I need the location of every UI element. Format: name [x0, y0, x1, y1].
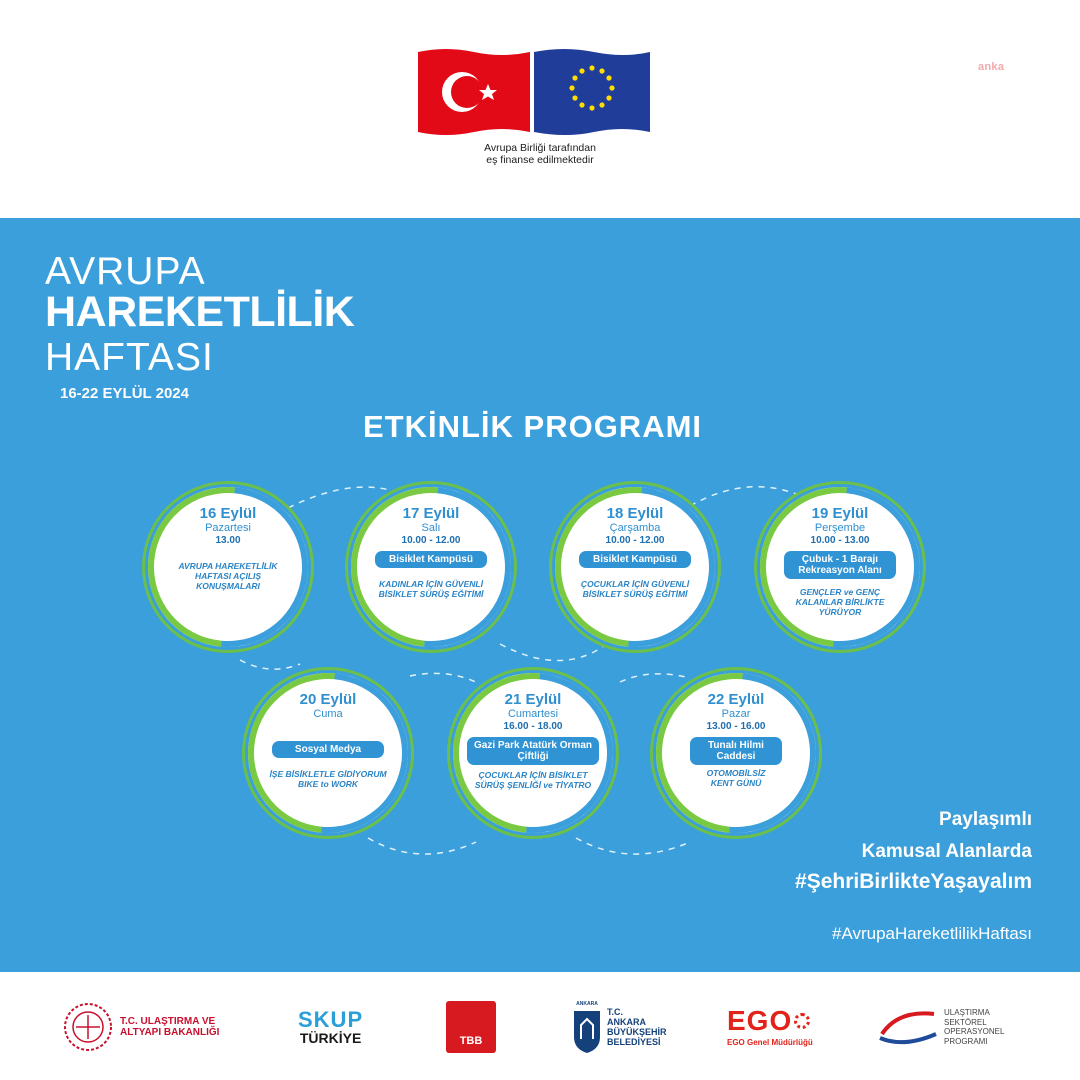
day-weekday: Çarşamba	[609, 522, 661, 534]
ego-wordmark: EGO	[727, 1005, 793, 1036]
day-description: ÇOCUKLAR İÇİN BİSİKLET SÜRÜŞ ŞENLİĞİ ve TİYATRO	[474, 770, 592, 790]
eu-caption	[440, 142, 640, 166]
tbb-badge	[446, 1001, 496, 1053]
day-description: AVRUPA HAREKETLİLİK HAFTASI AÇILIŞ KONUŞMALARI	[178, 561, 278, 591]
eu-caption-line2: eş finanse edilmektedir	[486, 154, 594, 166]
crescent-inner	[451, 76, 483, 108]
title-line3: HAFTASI	[45, 336, 214, 379]
tbb-logo	[446, 999, 496, 1055]
day-description: GENÇLER ve GENÇ KALANLAR BİRLİKTE YÜRÜYOR	[795, 587, 885, 617]
day-content	[148, 487, 308, 647]
usop-swoosh-icon	[878, 1004, 938, 1050]
day-date: 21 Eylül	[504, 691, 562, 708]
day-card-19	[760, 487, 920, 647]
ego-caption: EGO Genel Müdürlüğü	[727, 1038, 813, 1047]
day-location-tag: Sosyal Medya	[272, 741, 384, 758]
ankara-shield-icon	[572, 1009, 602, 1053]
day-weekday: Perşembe	[814, 522, 866, 534]
ankara-line3: BÜYÜKŞEHİR	[607, 1027, 667, 1037]
day-time: 13.00 - 16.00	[706, 721, 766, 732]
ankara-line2: ANKARA	[607, 1017, 646, 1027]
slogan-line2: Kamusal Alanlarda	[861, 841, 1032, 862]
day-time: 16.00 - 18.00	[503, 721, 563, 732]
day-date: 22 Eylül	[707, 691, 765, 708]
gear-icon	[794, 1013, 810, 1029]
day-weekday: Cumartesi	[507, 708, 559, 720]
day-time: 10.00 - 12.00	[401, 535, 461, 546]
skup-wordmark: SKUP	[298, 1006, 364, 1032]
day-weekday: Cuma	[313, 708, 343, 720]
day-content	[351, 487, 511, 647]
usop-line1: ULAŞTIRMA	[944, 1008, 990, 1017]
hashtag: #AvrupaHareketlilikHaftası	[832, 924, 1032, 943]
day-content	[555, 487, 715, 647]
ankara-line4: BELEDİYESİ	[607, 1037, 661, 1047]
ankara-emblem-caption: ANKARA	[576, 1001, 598, 1007]
day-card-20	[248, 673, 408, 833]
usop-line2: SEKTÖREL	[944, 1017, 987, 1027]
ankara-logo	[572, 999, 667, 1055]
ministry-line2: ALTYAPI BAKANLIĞI	[120, 1027, 220, 1038]
ankara-emblem-icon	[572, 1001, 602, 1053]
day-location-tag: Bisiklet Kampüsü	[375, 551, 487, 568]
eu-flag-icon	[534, 49, 650, 135]
day-weekday: Pazartesi	[205, 522, 251, 534]
day-weekday: Pazar	[721, 708, 751, 720]
day-location-tag: Gazi Park Atatürk Orman Çiftliği	[467, 737, 599, 765]
program-title: ETKİNLİK PROGRAMI	[362, 409, 703, 444]
day-content	[453, 673, 613, 833]
day-description: ÇOCUKLAR İÇİN GÜVENLİ BİSİKLET SÜRÜŞ EĞİTİMİ	[580, 579, 690, 599]
slogan-line1: Paylaşımlı	[939, 809, 1032, 830]
day-time: 10.00 - 12.00	[605, 535, 665, 546]
day-date: 17 Eylül	[402, 505, 460, 522]
skup-logo	[298, 999, 363, 1055]
day-time: 13.00	[215, 535, 241, 546]
ankara-line1: T.C.	[607, 1007, 624, 1017]
day-card-22	[656, 673, 816, 833]
usop-line3: OPERASYONEL	[944, 1027, 1005, 1036]
day-location-tag: Bisiklet Kampüsü	[579, 551, 691, 568]
usop-logo	[878, 999, 1004, 1055]
flags-logo	[418, 46, 650, 138]
day-content	[760, 487, 920, 647]
day-card-17	[351, 487, 511, 647]
usop-line4: PROGRAMI	[944, 1036, 988, 1046]
day-content	[656, 673, 816, 833]
eu-caption-line1: Avrupa Birliği tarafından	[484, 142, 596, 154]
day-description: OTOMOBİLSİZ KENT GÜNÜ	[706, 768, 766, 788]
title-line1: AVRUPA	[45, 250, 206, 293]
tbb-label: TBB	[459, 1035, 483, 1047]
day-date: 18 Eylül	[606, 505, 664, 522]
slogan-line3: #ŞehriBirlikteYaşayalım	[795, 870, 1032, 893]
day-card-21	[453, 673, 613, 833]
skup-country: TÜRKİYE	[299, 1029, 362, 1046]
title-line2: HAREKETLİLİK	[45, 288, 355, 336]
day-weekday: Salı	[421, 522, 441, 534]
day-date: 16 Eylül	[199, 505, 257, 522]
ministry-line1: T.C. ULAŞTIRMA VE	[120, 1016, 216, 1027]
day-card-18	[555, 487, 715, 647]
day-location-tag: Çubuk - 1 Barajı Rekreasyon Alanı	[784, 551, 896, 579]
ministry-logo	[62, 999, 219, 1055]
day-time: 10.00 - 13.00	[810, 535, 870, 546]
day-content	[248, 673, 408, 833]
ego-logo	[727, 999, 813, 1055]
ministry-emblem-icon	[62, 1001, 114, 1053]
day-description: İŞE BİSİKLETLE GİDİYORUM BIKE to WORK	[269, 769, 387, 789]
day-description: KADINLAR İÇİN GÜVENLİ BİSİKLET SÜRÜŞ EĞİTİMİ	[378, 579, 484, 599]
header-area	[0, 0, 1080, 218]
day-location-tag: Tunalı Hilmi Caddesi	[690, 737, 782, 765]
watermark: anka	[978, 61, 1005, 73]
event-dates: 16-22 EYLÜL 2024	[60, 385, 189, 402]
day-date: 20 Eylül	[299, 691, 357, 708]
day-card-16	[148, 487, 308, 647]
day-date: 19 Eylül	[811, 505, 869, 522]
